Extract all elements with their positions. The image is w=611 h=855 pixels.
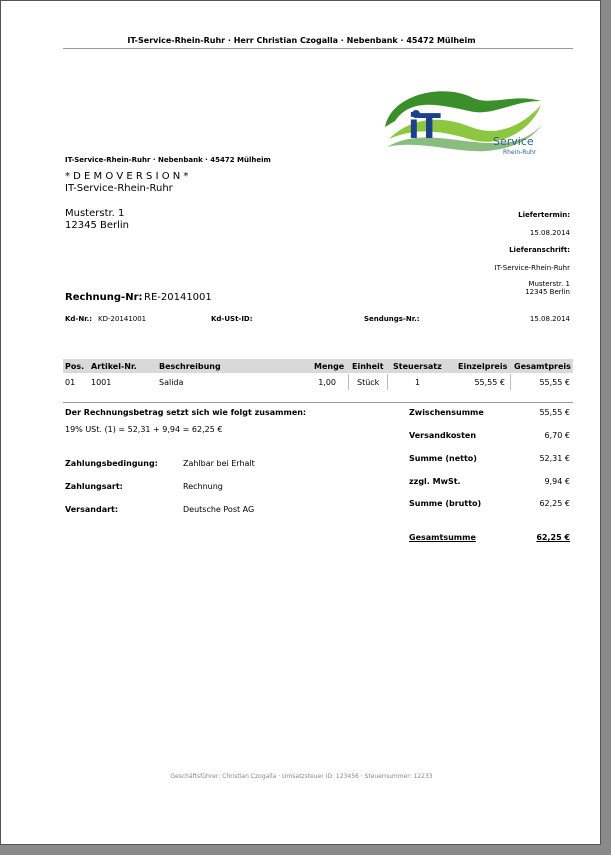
recipient-street: Musterstr. 1: [65, 208, 125, 219]
lieferanschrift-city: 12345 Berlin: [525, 288, 570, 296]
col-divider: [510, 374, 511, 390]
kd-nr-value: KD-20141001: [98, 315, 147, 323]
col-header-beschreibung: Beschreibung: [159, 362, 221, 371]
return-address-line: IT-Service-Rhein-Ruhr · Nebenbank · 45472 Mülheim: [65, 156, 271, 164]
composition-value: 19% USt. (1) = 52,31 + 9,94 = 62,25 €: [65, 425, 223, 434]
summe-brutto-label: Summe (brutto): [409, 499, 482, 508]
zahlungsbedingung-label: Zahlungsbedingung:: [65, 459, 158, 468]
liefertermin-value: 15.08.2014: [529, 229, 570, 237]
col-header-einzelpreis: Einzelpreis: [458, 362, 508, 371]
col-header-einheit: Einheit: [352, 362, 384, 371]
summe-netto-label: Summe (netto): [409, 454, 477, 463]
recipient-city: 12345 Berlin: [65, 220, 130, 231]
row-einzelpreis: 55,55 €: [474, 378, 505, 387]
summe-netto-value: 52,31 €: [539, 454, 570, 463]
ust-id-label: Kd-USt-ID:: [211, 315, 253, 323]
row-pos: 01: [65, 378, 76, 387]
zwischensumme-label: Zwischensumme: [409, 408, 484, 417]
logo-letters: iT: [408, 107, 439, 147]
versandart-label: Versandart:: [65, 505, 119, 514]
footer-text: Geschäftsführer: Christian Czogalla · Umsatzsteuer ID: 123456 · Steuernummer: 12233: [170, 773, 433, 780]
mwst-label: zzgl. MwSt.: [409, 477, 461, 486]
zahlungsbedingung-value: Zahlbar bei Erhalt: [183, 459, 255, 468]
row-einheit: Stück: [357, 378, 380, 387]
row-steuersatz: 1: [415, 378, 421, 387]
lieferanschrift-company: IT-Service-Rhein-Ruhr: [494, 264, 570, 272]
invoice-date: 15.08.2014: [529, 315, 570, 323]
col-divider: [387, 374, 388, 390]
header-sender-line: IT-Service-Rhein-Ruhr · Herr Christian Czogalla · Nebenbank · 45472 Mülheim: [127, 36, 476, 45]
kd-nr-label: Kd-Nr.:: [65, 315, 93, 323]
liefertermin-label: Liefertermin:: [518, 211, 570, 219]
versandkosten-label: Versandkosten: [409, 431, 477, 440]
invoice-number-label: Rechnung-Nr:: [65, 292, 143, 303]
col-header-menge: Menge: [314, 362, 345, 371]
invoice-number-value: RE-20141001: [144, 292, 212, 303]
col-header-gesamtpreis: Gesamtpreis: [514, 362, 571, 371]
logo-sub: Rhein-Ruhr: [503, 149, 537, 156]
col-header-artikel: Artikel-Nr.: [91, 362, 137, 371]
logo-brand: Service: [493, 135, 534, 148]
row-beschreibung: Salida: [159, 378, 184, 387]
col-header-steuersatz: Steuersatz: [393, 362, 442, 371]
zahlungsart-label: Zahlungsart:: [65, 482, 123, 491]
row-gesamtpreis: 55,55 €: [539, 378, 570, 387]
gesamtsumme-value: 62,25 €: [536, 533, 570, 542]
zwischensumme-value: 55,55 €: [539, 408, 570, 417]
col-divider: [348, 374, 349, 390]
summe-brutto-value: 62,25 €: [539, 499, 570, 508]
col-header-pos: Pos.: [65, 362, 85, 371]
lieferanschrift-street: Musterstr. 1: [528, 280, 570, 288]
row-menge: 1,00: [318, 378, 336, 387]
demo-version-label: * D E M O V E R S I O N *: [65, 171, 189, 182]
recipient-company: IT-Service-Rhein-Ruhr: [65, 183, 173, 194]
table-bottom-divider: [63, 402, 573, 403]
lieferanschrift-label: Lieferanschrift:: [509, 246, 570, 254]
versandkosten-value: 6,70 €: [544, 431, 570, 440]
company-logo: [381, 87, 546, 163]
gesamtsumme-label: Gesamtsumme: [409, 533, 476, 542]
mwst-value: 9,94 €: [544, 477, 570, 486]
composition-label: Der Rechnungsbetrag setzt sich wie folgt zusammen:: [65, 408, 307, 417]
sendungs-nr-label: Sendungs-Nr.:: [364, 315, 420, 323]
row-artikel: 1001: [91, 378, 112, 387]
versandart-value: Deutsche Post AG: [183, 505, 255, 514]
header-divider: [63, 48, 573, 49]
zahlungsart-value: Rechnung: [183, 482, 223, 491]
